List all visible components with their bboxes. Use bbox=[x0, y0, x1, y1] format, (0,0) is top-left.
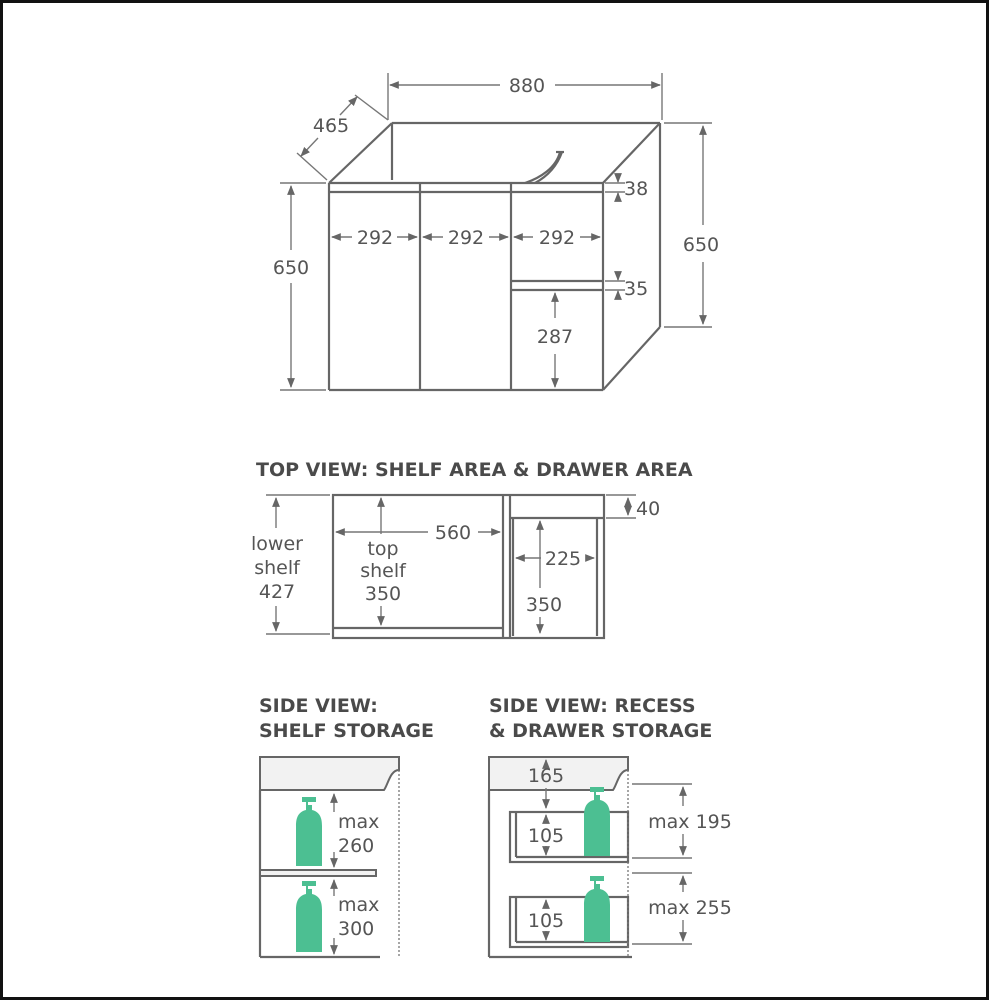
bottle-icon bbox=[296, 797, 322, 866]
lower-max-label: max bbox=[338, 894, 380, 916]
side-shelf-outline bbox=[260, 757, 399, 957]
front-view bbox=[273, 73, 719, 390]
dimension-height-right bbox=[664, 123, 719, 327]
dimension-mid-rail bbox=[605, 273, 648, 300]
door-width-3-label: 292 bbox=[538, 227, 576, 249]
side-view-shelf bbox=[259, 695, 434, 957]
dimension-lower-shelf-max bbox=[334, 880, 379, 954]
bottle-icon bbox=[296, 881, 322, 952]
door-width-1-label: 292 bbox=[356, 227, 394, 249]
dimension-depth bbox=[297, 95, 388, 180]
dimension-door-widths bbox=[332, 227, 600, 249]
top-rail-label: 38 bbox=[624, 178, 649, 200]
top-view-title: TOP VIEW: SHELF AREA & DRAWER AREA bbox=[256, 459, 693, 481]
cabinet-outline bbox=[329, 123, 660, 390]
dimension-top-shelf bbox=[360, 498, 407, 625]
top-shelf-value: 350 bbox=[364, 583, 402, 605]
top-view-rail-label: 40 bbox=[636, 498, 661, 520]
bottle-icon bbox=[584, 876, 610, 942]
recess-label: 165 bbox=[527, 765, 565, 787]
dimension-lower-shelf bbox=[251, 495, 330, 634]
door-width-2-label: 292 bbox=[447, 227, 485, 249]
dimension-recess bbox=[528, 760, 564, 808]
drawer-height-label: 287 bbox=[536, 326, 574, 348]
height-right-label: 650 bbox=[682, 234, 720, 256]
dimension-lower-max bbox=[632, 873, 732, 944]
top-shelf-line1: top bbox=[367, 538, 399, 560]
upper-max-drawer-label: max 195 bbox=[648, 811, 732, 833]
bottle-icon bbox=[584, 787, 610, 856]
dimension-lower-drawer bbox=[528, 900, 564, 940]
side-shelf-title-line2: SHELF STORAGE bbox=[259, 720, 434, 742]
lower-shelf-value: 427 bbox=[258, 581, 296, 603]
drawer-depth-label: 350 bbox=[525, 594, 563, 616]
mid-rail-label: 35 bbox=[624, 278, 649, 300]
side-shelf-title-line1: SIDE VIEW: bbox=[259, 695, 378, 717]
dimension-drawer-depth bbox=[526, 521, 562, 633]
dimension-width bbox=[388, 73, 662, 120]
drawer-width-label: 225 bbox=[544, 548, 582, 570]
lower-max-drawer-label: max 255 bbox=[648, 897, 732, 919]
dimension-top-view-rail bbox=[606, 495, 660, 520]
height-left-label: 650 bbox=[272, 257, 310, 279]
depth-label: 465 bbox=[312, 115, 350, 137]
dimension-drawer-height bbox=[537, 293, 573, 387]
dimension-upper-shelf-max bbox=[334, 794, 379, 867]
upper-max-label: max bbox=[338, 811, 380, 833]
lower-shelf-line2: shelf bbox=[254, 557, 300, 579]
side-drawer-title-line2: & DRAWER STORAGE bbox=[489, 720, 713, 742]
lower-max-value: 300 bbox=[338, 918, 375, 940]
width-label: 880 bbox=[508, 75, 546, 97]
lower-shelf-line1: lower bbox=[251, 533, 303, 555]
dimension-top-rail bbox=[605, 175, 648, 200]
lower-drawer-label: 105 bbox=[527, 910, 565, 932]
dimension-drawer-width bbox=[516, 548, 594, 570]
upper-max-value: 260 bbox=[338, 835, 375, 857]
top-view bbox=[251, 459, 693, 638]
dimension-upper-max bbox=[632, 784, 732, 858]
dimension-upper-drawer bbox=[528, 815, 564, 855]
dimension-shelf-width bbox=[336, 522, 500, 544]
top-shelf-line2: shelf bbox=[360, 560, 406, 582]
dimension-height-left bbox=[273, 183, 326, 390]
upper-drawer-label: 105 bbox=[527, 825, 565, 847]
side-drawer-title-line1: SIDE VIEW: RECESS bbox=[489, 695, 696, 717]
shelf-width-label: 560 bbox=[434, 522, 472, 544]
side-view-drawer bbox=[489, 695, 732, 957]
